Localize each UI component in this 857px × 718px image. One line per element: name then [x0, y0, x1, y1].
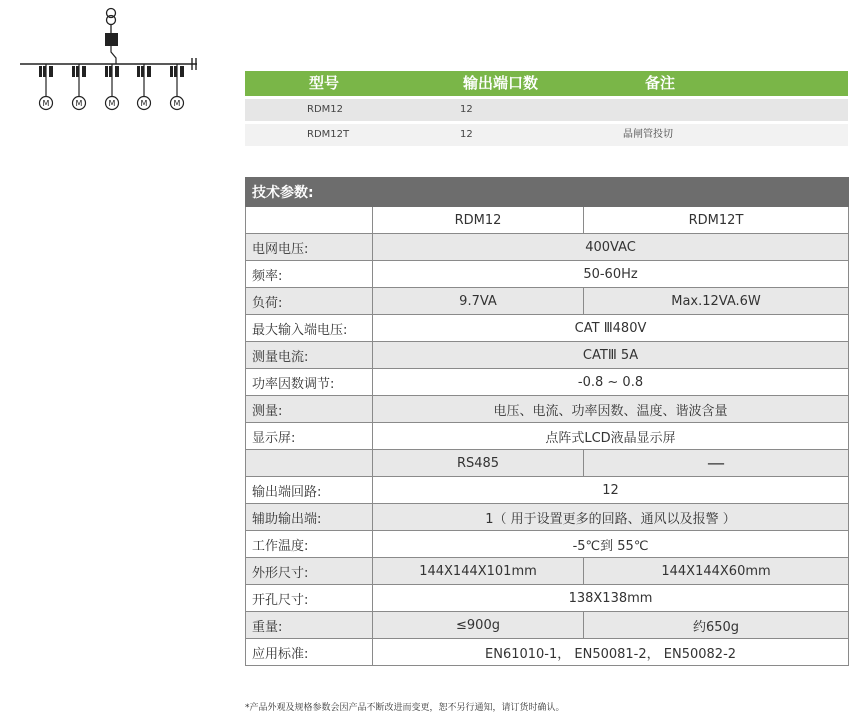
param-value: 50-60Hz: [373, 261, 849, 288]
tech-col-head-row: [246, 207, 849, 234]
tech-row: [246, 558, 849, 585]
tech-row: [246, 315, 849, 342]
param-value-rdm12t: 144X144X60mm: [584, 558, 849, 585]
col-head-rdm12t: RDM12T: [584, 207, 849, 234]
tech-row: [246, 288, 849, 315]
tech-row: [246, 585, 849, 612]
wiring-diagram: [0, 0, 215, 120]
header-note: 备注: [645, 74, 676, 92]
controller-box-icon: [105, 33, 118, 46]
param-label: 最大输入端电压:: [246, 315, 373, 342]
param-label: 辅助输出端:: [246, 504, 373, 531]
param-value-rdm12t: Max.12VA.6W: [584, 288, 849, 315]
motor-label: M: [140, 99, 148, 108]
param-label: 测量电流:: [246, 342, 373, 369]
param-label: 负荷:: [246, 288, 373, 315]
motor-label: M: [75, 99, 83, 108]
motor-label: M: [108, 99, 116, 108]
param-value-rdm12t: —: [584, 450, 849, 477]
motor-label: M: [173, 99, 181, 108]
header-ports: 输出端口数: [463, 74, 539, 92]
param-label: 外形尺寸:: [246, 558, 373, 585]
footnote: *产品外观及规格参数会因产品不断改进而变更，恕不另行通知，请订货时确认。: [245, 703, 565, 713]
tech-row: [246, 396, 849, 423]
param-label: 功率因数调节:: [246, 369, 373, 396]
param-label: 电网电压:: [246, 234, 373, 261]
param-value: EN61010-1， EN50081-2， EN50082-2: [373, 639, 849, 666]
param-value: 138X138mm: [373, 585, 849, 612]
model-table: [245, 71, 848, 146]
tech-row: [246, 450, 849, 477]
tech-row: [246, 342, 849, 369]
header-model: 型号: [309, 74, 340, 92]
param-label: 测量:: [246, 396, 373, 423]
switch-block-icon: [72, 66, 86, 77]
model-name: RDM12T: [307, 129, 350, 140]
param-label: 开孔尺寸:: [246, 585, 373, 612]
tech-title: 技术参数:: [246, 178, 849, 207]
param-label: 应用标准:: [246, 639, 373, 666]
param-label: 输出端回路:: [246, 477, 373, 504]
tech-row: [246, 612, 849, 639]
param-value: -0.8 ~ 0.8: [373, 369, 849, 396]
model-row: [245, 99, 848, 121]
tech-row: [246, 234, 849, 261]
tech-title-row: [246, 178, 849, 207]
model-note: 晶闸管投切: [623, 129, 673, 140]
param-value: 400VAC: [373, 234, 849, 261]
tech-row: [246, 531, 849, 558]
tech-row: [246, 477, 849, 504]
tech-row: [246, 639, 849, 666]
param-label: 工作温度:: [246, 531, 373, 558]
tech-row: [246, 423, 849, 450]
param-value: 1（ 用于设置更多的回路、通风以及报警 ）: [373, 504, 849, 531]
model-ports: 12: [460, 104, 473, 115]
model-name: RDM12: [307, 104, 344, 115]
param-label: [246, 450, 373, 477]
tech-row: [246, 504, 849, 531]
param-value-rdm12: RS485: [373, 450, 584, 477]
param-value: 12: [373, 477, 849, 504]
param-value: CATⅢ 5A: [373, 342, 849, 369]
param-value: CAT Ⅲ480V: [373, 315, 849, 342]
switch-block-icon: [170, 66, 184, 77]
param-value-rdm12t: 约650g: [584, 612, 849, 639]
switch-block-icon: [137, 66, 151, 77]
col-head-blank: [246, 207, 373, 234]
param-value: 点阵式LCD液晶显示屏: [373, 423, 849, 450]
param-value-rdm12: 144X144X101mm: [373, 558, 584, 585]
motor-label: M: [42, 99, 50, 108]
model-ports: 12: [460, 129, 473, 140]
col-head-rdm12: RDM12: [373, 207, 584, 234]
param-label: 显示屏:: [246, 423, 373, 450]
tech-params-table: [245, 177, 849, 666]
tech-row: [246, 369, 849, 396]
param-value: -5℃到 55℃: [373, 531, 849, 558]
model-row: [245, 124, 848, 146]
model-table-header: [245, 71, 848, 96]
param-value-rdm12: ≤900g: [373, 612, 584, 639]
switch-block-icon: [105, 66, 119, 77]
param-label: 重量:: [246, 612, 373, 639]
param-value: 电压、电流、功率因数、温度、谐波含量: [373, 396, 849, 423]
param-label: 频率:: [246, 261, 373, 288]
switch-block-icon: [39, 66, 53, 77]
param-value-rdm12: 9.7VA: [373, 288, 584, 315]
tech-row: [246, 261, 849, 288]
